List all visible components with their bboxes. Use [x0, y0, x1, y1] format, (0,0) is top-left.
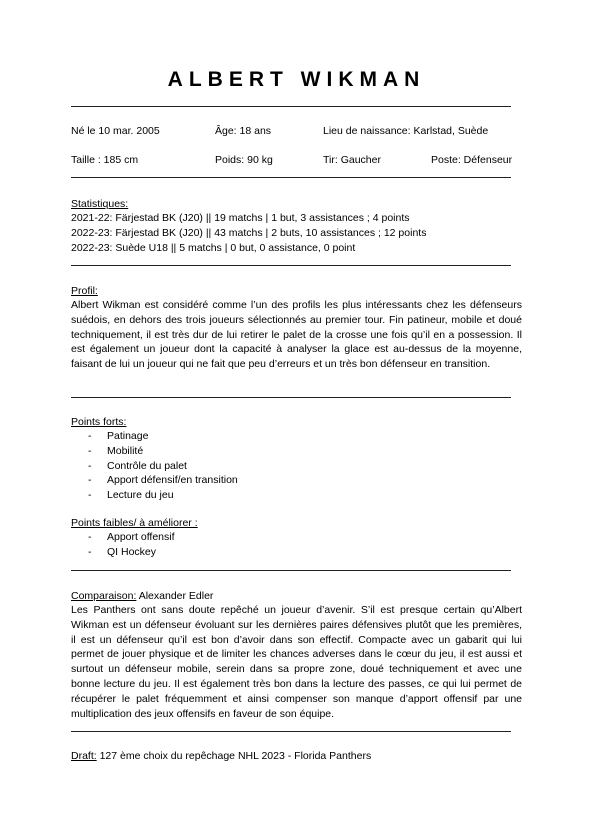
- shoots: Tir: Gaucher: [323, 154, 381, 166]
- bullet: -: [88, 531, 92, 543]
- divider: [71, 265, 511, 266]
- list-item: [88, 545, 175, 560]
- strength-label: Apport défensif/en transition: [107, 474, 238, 487]
- bullet: -: [88, 489, 92, 502]
- birthplace: Lieu de naissance: Karlstad, Suède: [323, 125, 489, 137]
- weaknesses-list: [88, 530, 175, 560]
- bullet: -: [88, 430, 92, 442]
- stats-row: 2021-22: Färjestad BK (J20) || 19 matchs | 1 but, 3 assistances ; 4 points: [71, 212, 410, 224]
- strength-label: Lecture du jeu: [107, 489, 174, 502]
- list-item: [88, 488, 238, 503]
- weaknesses-heading: Points faibles/ à améliorer :: [71, 517, 198, 529]
- draft-line: [71, 749, 371, 764]
- bullet: -: [88, 444, 92, 457]
- strength-label: Mobilité: [107, 444, 144, 457]
- strengths-heading: Points forts:: [71, 416, 127, 428]
- bullet: -: [88, 459, 92, 472]
- weakness-label: Apport offensif: [107, 531, 175, 543]
- comparison-player: Alexander Edler: [138, 590, 214, 602]
- divider: [71, 570, 511, 571]
- list-item: [88, 459, 238, 474]
- profile-heading: Profil:: [71, 285, 98, 297]
- stats-row: 2022-23: Färjestad BK (J20) || 43 matchs | 2 buts, 10 assistances ; 12 points: [71, 227, 427, 239]
- profile-text: Albert Wikman est considéré comme l’un des profils les plus intéressants chez les défenseurs suédois, en dehors des trois joueurs sélectionnés au premier tour. Fin patineur, mobile et doué techniquement, il est très dur de lui retirer le palet de la crosse une fois qu’il en a possession. Il est également un joueur dont la capacité à analyser la glace est au-dessus de la moyenne, faisant de lui un joueur qui ne fait que peu d’erreurs et un très bon défenseur en transition.: [71, 299, 522, 371]
- list-item: [88, 429, 238, 444]
- player-name-title: ALBERT WIKMAN: [167, 68, 426, 91]
- stats-row: 2022-23: Suède U18 || 5 matchs | 0 but, 0 assistance, 0 point: [71, 242, 356, 254]
- comparison-heading: Comparaison:: [71, 590, 137, 602]
- divider: [71, 177, 511, 178]
- height: Taille : 185 cm: [71, 154, 139, 166]
- draft-heading: Draft:: [71, 750, 97, 762]
- comparison-text: Les Panthers ont sans doute repêché un joueur d’avenir. S’il est presque certain qu’Albert Wikman est un défenseur évoluant sur les dernières paires défensives plutôt que les premières, il est un défenseur qu’il est bon d’avoir dans son effectif. Compacte avec un gabarit qui lui permet de jouer physique et de limiter les chances adverses dans le cœur du jeu, il est aussi et surtout un défenseur mobile, serein dans sa propre zone, doué techniquement et avec une bonne lecture du jeu. Il est également très bon dans la lecture des passes, ce qui lui permet de récupérer le palet fréquemment et ainsi compenser son manque d’apport offensif par une multiplication des jeux offensifs en faveur de son équipe.: [71, 604, 522, 720]
- age: Âge: 18 ans: [215, 125, 272, 137]
- list-item: [88, 530, 175, 545]
- stats-heading: Statistiques:: [71, 198, 129, 210]
- weakness-label: QI Hockey: [107, 545, 157, 558]
- strengths-list: [88, 429, 238, 503]
- draft-text: 127 ème choix du repêchage NHL 2023 - Florida Panthers: [99, 750, 372, 762]
- bullet: -: [88, 545, 92, 558]
- birth-date: Né le 10 mar. 2005: [71, 125, 160, 137]
- position: Poste: Défenseur: [431, 154, 513, 166]
- strength-label: Contrôle du palet: [107, 459, 187, 472]
- list-item: [88, 473, 238, 488]
- divider: [71, 731, 511, 732]
- comparison-line: [71, 589, 213, 604]
- divider: [71, 106, 511, 107]
- bullet: -: [88, 474, 92, 487]
- divider: [71, 397, 511, 398]
- list-item: [88, 444, 238, 459]
- strength-label: Patinage: [107, 430, 149, 442]
- weight: Poids: 90 kg: [215, 154, 273, 166]
